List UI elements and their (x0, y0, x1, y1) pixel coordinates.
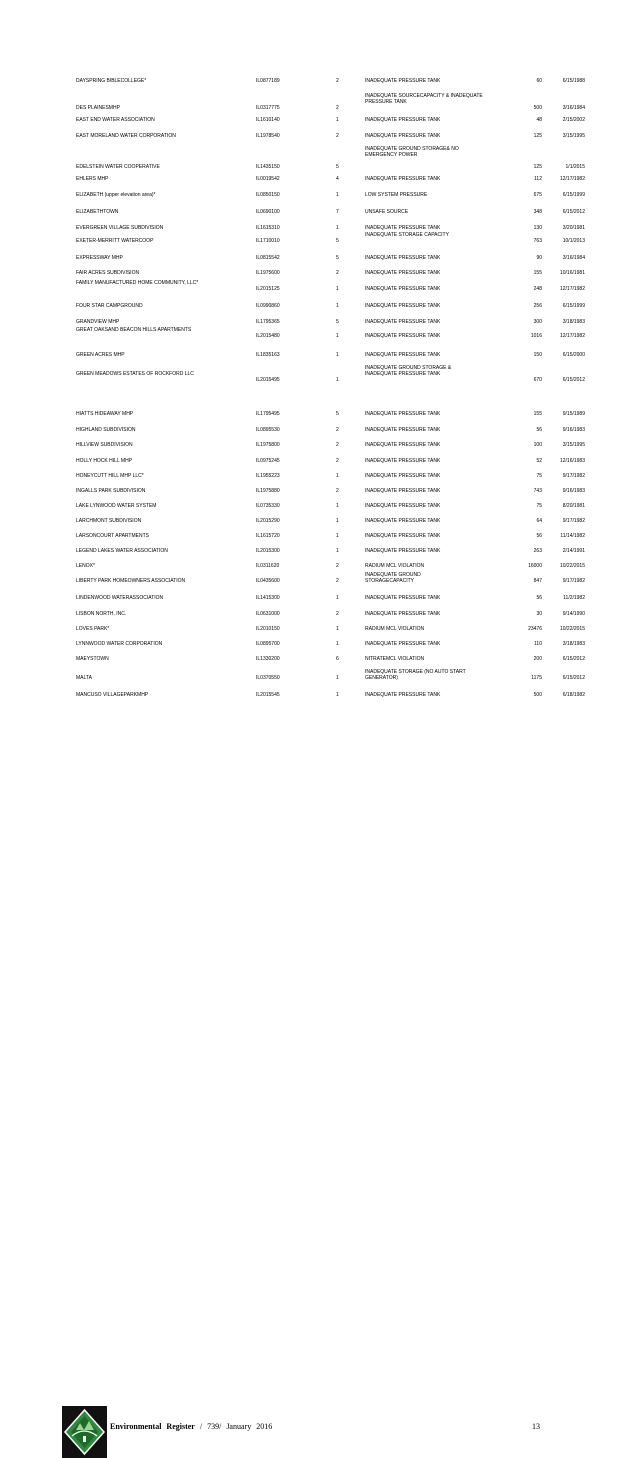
reason: INADEQUATE GROUND STORAGECAPACITY (365, 572, 421, 584)
count: 2 (336, 578, 339, 584)
facility-id: IL2015545 (256, 692, 280, 698)
violation-table (0, 0, 618, 700)
reason: INADEQUATE PRESSURE TANK (365, 117, 441, 123)
population: 155 (533, 270, 542, 276)
date: 12/16/1983 (559, 458, 585, 464)
reason: INADEQUATE SOURCECAPACITY & INADEQUATE PRESSURE TANK (365, 93, 483, 105)
date: 11/14/1982 (560, 533, 585, 539)
population: 64 (536, 518, 542, 524)
count: 1 (336, 303, 339, 309)
date: 6/15/2012 (562, 656, 585, 662)
reason: LOW SYSTEM PRESSURE (365, 192, 428, 198)
facility-id: IL1975600 (256, 270, 280, 276)
system-name: GREEN MEADOWS ESTATES OF ROCKFORD LLC (76, 371, 194, 377)
system-name: HONEYCUTT HILL MHP LLC* (76, 473, 144, 479)
issue-date: January 2016 (226, 1422, 273, 1431)
facility-id: IL0815542 (256, 255, 280, 261)
population: 248 (533, 286, 542, 292)
date: 6/15/2012 (562, 377, 585, 383)
reason: INADEQUATE PRESSURE TANK (365, 176, 441, 182)
count: 6 (336, 656, 339, 662)
population: 200 (533, 656, 542, 662)
count: 7 (336, 209, 339, 215)
count: 5 (336, 319, 339, 325)
count: 1 (336, 595, 339, 601)
facility-id: IL0311620 (256, 563, 280, 569)
count: 2 (336, 563, 339, 569)
reason: INADEQUATE PRESSURE TANK (365, 133, 441, 139)
facility-id: IL2015495 (256, 377, 280, 383)
date: 9/16/1983 (562, 427, 585, 433)
population: 150 (533, 352, 542, 358)
reason: INADEQUATE PRESSURE TANK (365, 270, 441, 276)
reason: INADEQUATE PRESSURE TANK (365, 488, 441, 494)
system-name: FAMILY MANUFACTURED HOME COMMUNITY, LLC* (76, 280, 199, 286)
reason: INADEQUATE PRESSURE TANK (365, 595, 441, 601)
count: 2 (336, 105, 339, 111)
system-name: LAKE LYNWOOD WATER SYSTEM (76, 503, 157, 509)
reason: INADEQUATE PRESSURE TANK (365, 548, 441, 554)
facility-id: IL0370550 (256, 675, 280, 681)
count: 5 (336, 411, 339, 417)
date: 3/20/1981 (562, 225, 585, 231)
reason: INADEQUATE PRESSURE TANK (365, 411, 441, 417)
system-name: EVERGREEN VILLAGE SUBDIVISION (76, 225, 164, 231)
count: 1 (336, 352, 339, 358)
date: 6/18/1982 (562, 692, 585, 698)
facility-id: IL0895530 (256, 427, 280, 433)
system-name: EDELSTEIN WATER COOPERATIVE (76, 164, 160, 170)
page-number: 13 (532, 1422, 540, 1431)
date: 6/15/1999 (562, 192, 585, 198)
count: 1 (336, 377, 339, 383)
count: 2 (336, 133, 339, 139)
system-name: EAST MORELAND WATER CORPORATION (76, 133, 176, 139)
count: 1 (336, 333, 339, 339)
count: 2 (336, 78, 339, 84)
facility-id: IL1330200 (256, 656, 280, 662)
facility-id: IL1975800 (256, 442, 280, 448)
date: 3/15/1995 (562, 133, 585, 139)
facility-id: IL1415300 (256, 595, 280, 601)
facility-id: IL1610140 (256, 117, 280, 123)
population: 56 (536, 427, 542, 433)
date: 3/18/1983 (562, 641, 585, 647)
reason: INADEQUATE GROUND STORAGE& NO EMERGENCY POWER (365, 146, 459, 158)
facility-id: IL0019542 (256, 176, 280, 182)
system-name: GRANDVIEW MHP (76, 319, 120, 325)
population: 1016 (530, 333, 542, 339)
reason: UNSAFE SOURCE (365, 209, 409, 215)
population: 75 (536, 473, 542, 479)
facility-id: IL0317775 (256, 105, 280, 111)
count: 2 (336, 427, 339, 433)
facility-id: IL0877189 (256, 78, 280, 84)
facility-id: IL2015125 (256, 286, 280, 292)
count: 4 (336, 176, 339, 182)
system-name: LISBON NORTH, INC. (76, 611, 127, 617)
publication-line (110, 1422, 272, 1431)
date: 6/15/1999 (562, 303, 585, 309)
population: 60 (536, 78, 542, 84)
facility-id: IL0631000 (256, 611, 280, 617)
system-name: HIATTS HIDEAWAY MHP (76, 411, 134, 417)
count: 1 (336, 503, 339, 509)
count: 1 (336, 548, 339, 554)
count: 1 (336, 626, 339, 632)
system-name: GREEN ACRES MHP (76, 352, 125, 358)
facility-id: IL0735330 (256, 503, 280, 509)
reason: INADEQUATE PRESSURE TANK (365, 611, 441, 617)
facility-id: IL1795365 (256, 319, 280, 325)
date: 9/17/1982 (562, 578, 585, 584)
population: 300 (533, 319, 542, 325)
date: 2/14/1991 (562, 548, 585, 554)
date: 12/17/1982 (559, 176, 585, 182)
facility-id: IL0895700 (256, 641, 280, 647)
date: 11/2/1982 (563, 595, 585, 601)
population: 75 (536, 503, 542, 509)
date: 6/15/2000 (562, 352, 585, 358)
population: 52 (536, 458, 542, 464)
population: 112 (534, 176, 542, 182)
system-name: HILLVIEW SUBDIVISION (76, 442, 133, 448)
system-name: HOLLY HOCK HILL MHP (76, 458, 133, 464)
reason: INADEQUATE PRESSURE TANK (365, 78, 441, 84)
system-name: EAST END WATER ASSOCIATION (76, 117, 155, 123)
population: 155 (533, 411, 542, 417)
population: 56 (536, 533, 542, 539)
reason: RADIUM MCL VIOLATION (365, 626, 425, 632)
date: 10/22/2015 (559, 563, 585, 569)
system-name: HIGHLAND SUBDIVISION (76, 427, 136, 433)
date: 3/16/1984 (562, 255, 585, 261)
system-name: DES PLAINESMHP (76, 105, 120, 111)
system-name: LINDENWOOD WATERASSOCIATION (76, 595, 164, 601)
population: 743 (533, 488, 542, 494)
date: 9/17/1982 (562, 518, 585, 524)
reason: INADEQUATE PRESSURE TANK (365, 518, 441, 524)
facility-id: IL1975880 (256, 488, 280, 494)
population: 670 (533, 377, 542, 383)
count: 2 (336, 442, 339, 448)
population: 100 (533, 442, 542, 448)
facility-id: IL0435600 (256, 578, 280, 584)
count: 5 (336, 255, 339, 261)
count: 2 (336, 611, 339, 617)
system-name: LYNNWOOD WATER CORPORATION (76, 641, 163, 647)
population: 90 (536, 255, 542, 261)
system-name: GREAT OAKSAND BEACON HILLS APARTMENTS (76, 327, 192, 333)
population: 23476 (528, 626, 542, 632)
facility-id: IL1710010 (256, 238, 280, 244)
system-name: INGALLS PARK SUBDIVISION (76, 488, 146, 494)
system-name: MANCUSO VILLAGEPARKMHP (76, 692, 149, 698)
population: 16000 (528, 563, 542, 569)
date: 12/17/1982 (559, 286, 585, 292)
count: 1 (336, 533, 339, 539)
reason: INADEQUATE PRESSURE TANK (365, 303, 441, 309)
reason: INADEQUATE PRESSURE TANK (365, 225, 441, 231)
population: 256 (533, 303, 542, 309)
facility-id: IL2015290 (256, 518, 280, 524)
date: 9/15/1989 (562, 411, 585, 417)
reason: INADEQUATE PRESSURE TANK (365, 641, 441, 647)
date: 6/15/2012 (562, 209, 585, 215)
date: 1/1/2015 (565, 164, 585, 170)
facility-id: IL2015480 (256, 333, 280, 339)
date: 3/15/1995 (562, 442, 585, 448)
system-name: FAIR ACRES SUBDIVISION (76, 270, 140, 276)
system-name: LARSONCOURT APARTMENTS (76, 533, 149, 539)
population: 125 (533, 164, 542, 170)
population: 48 (536, 117, 542, 123)
system-name: LIBERTY PARK HOMEOWNERS ASSOCIATION (76, 578, 186, 584)
population: 30 (536, 611, 542, 617)
reason: INADEQUATE PRESSURE TANK (365, 473, 441, 479)
population: 500 (533, 692, 542, 698)
population: 263 (533, 548, 542, 554)
date: 6/15/2012 (562, 675, 585, 681)
date: 8/20/1981 (562, 503, 585, 509)
count: 1 (336, 192, 339, 198)
page-footer (0, 700, 618, 1431)
reason: INADEQUATE PRESSURE TANK (365, 458, 441, 464)
system-name: EHLERS MHP (76, 176, 109, 182)
facility-id: IL0850150 (256, 192, 280, 198)
count: 2 (336, 488, 339, 494)
count: 1 (336, 518, 339, 524)
issue-number: / 739/ (199, 1422, 222, 1431)
facility-id: IL1615310 (256, 225, 280, 231)
facility-id: IL0975245 (256, 458, 280, 464)
reason: INADEQUATE STORAGE (NO AUTO START GENERATOR) (365, 669, 466, 681)
count: 5 (336, 164, 339, 170)
population: 847 (533, 578, 542, 584)
system-name: EXETER-MERRITT WATERCOOP (76, 238, 154, 244)
system-name: LOVES PARK* (76, 626, 110, 632)
reason: RADIUM MCL VIOLATION (365, 563, 425, 569)
reason: INADEQUATE PRESSURE TANK (365, 427, 441, 433)
population: 675 (533, 192, 542, 198)
system-name: LENOX* (76, 563, 95, 569)
facility-id: IL2010150 (256, 626, 280, 632)
reason: INADEQUATE PRESSURE TANK (365, 286, 441, 292)
facility-id: IL2015300 (256, 548, 280, 554)
population: 125 (533, 133, 542, 139)
date: 9/16/1983 (562, 488, 585, 494)
count: 1 (336, 286, 339, 292)
date: 3/16/1984 (562, 105, 585, 111)
count: 1 (336, 473, 339, 479)
count: 1 (336, 641, 339, 647)
population: 110 (534, 641, 542, 647)
population: 56 (536, 595, 542, 601)
reason: INADEQUATE PRESSURE TANK (365, 255, 441, 261)
facility-id: IL1435150 (256, 164, 280, 170)
system-name: LARCHMONT SUBDIVISION (76, 518, 142, 524)
system-name: DAYSPRING BIBLECOLLEGE* (76, 78, 147, 84)
reason: INADEQUATE PRESSURE TANK (365, 319, 441, 325)
count: 1 (336, 692, 339, 698)
reason: INADEQUATE PRESSURE TANK (365, 442, 441, 448)
population: 348 (533, 209, 542, 215)
count: 1 (336, 675, 339, 681)
date: 10/16/1981 (559, 270, 585, 276)
register-word: Register (166, 1422, 195, 1431)
count: 2 (336, 270, 339, 276)
population: 130 (533, 225, 542, 231)
facility-id: IL1835163 (256, 352, 280, 358)
reason: INADEQUATE PRESSURE TANK (365, 692, 441, 698)
date: 3/18/1983 (562, 319, 585, 325)
reason: INADEQUATE PRESSURE TANK (365, 503, 441, 509)
facility-id: IL1615720 (256, 533, 280, 539)
population: 763 (533, 238, 542, 244)
system-name: MAEYSTOWN (76, 656, 109, 662)
date: 9/14/1990 (562, 611, 585, 617)
system-name: ELIZABETHTOWN (76, 209, 119, 215)
publication-name: Environmental (110, 1422, 162, 1431)
system-name: MALTA (76, 675, 92, 681)
date: 9/17/1982 (562, 473, 585, 479)
count: 5 (336, 238, 339, 244)
population: 1175 (531, 675, 542, 681)
facility-id: IL1955223 (256, 473, 280, 479)
system-name: ELIZABETH (upper elevation area)* (76, 192, 156, 198)
reason: INADEQUATE STORAGE CAPACITY (365, 232, 449, 238)
system-name: EXPRESSWAY MHP (76, 255, 123, 261)
date: 2/15/2002 (562, 117, 585, 123)
system-name: LEGEND LAKES WATER ASSOCIATION (76, 548, 168, 554)
date: 10/22/2015 (559, 626, 585, 632)
reason: INADEQUATE PRESSURE TANK (365, 533, 441, 539)
reason: NITRATEMCL VIOLATION (365, 656, 425, 662)
facility-id: IL1795495 (256, 411, 280, 417)
system-name: FOUR STAR CAMPGROUND (76, 303, 143, 309)
facility-id: IL1978540 (256, 133, 280, 139)
date: 12/17/1982 (559, 333, 585, 339)
count: 2 (336, 458, 339, 464)
date: 10/1/2013 (562, 238, 585, 244)
reason: INADEQUATE PRESSURE TANK (365, 352, 441, 358)
facility-id: IL0990860 (256, 303, 280, 309)
count: 1 (336, 225, 339, 231)
count: 1 (336, 117, 339, 123)
date: 6/15/1988 (562, 78, 585, 84)
reason: INADEQUATE GROUND STORAGE & INADEQUATE PRESSURE TANK (365, 365, 452, 377)
reason: INADEQUATE PRESSURE TANK (365, 333, 441, 339)
facility-id: IL0690100 (256, 209, 280, 215)
population: 500 (533, 105, 542, 111)
environmental-register-logo-icon (62, 1406, 107, 1458)
